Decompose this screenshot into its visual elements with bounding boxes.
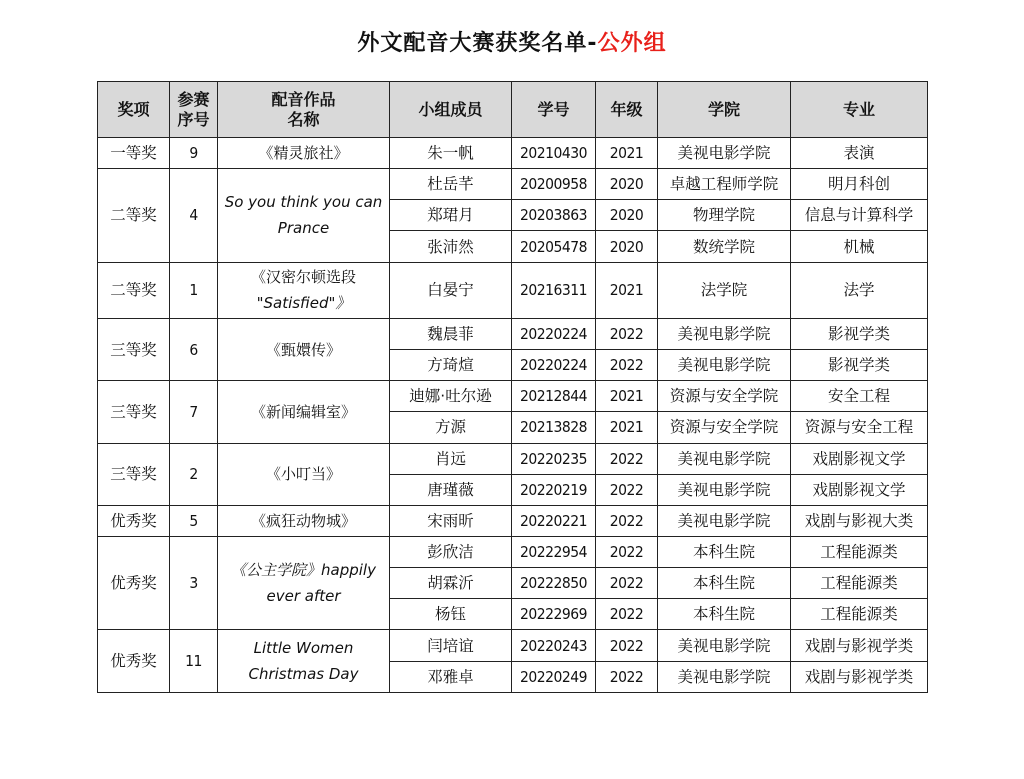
seq-cell: 1 xyxy=(170,262,218,318)
work-cell xyxy=(218,537,390,630)
student-id-cell: 20205478 xyxy=(512,231,596,262)
award-cell: 三等奖 xyxy=(98,318,170,380)
work-title-line: 《新闻编辑室》 xyxy=(250,402,356,421)
college-cell: 美视电影学院 xyxy=(658,661,791,692)
college-cell: 美视电影学院 xyxy=(658,318,791,349)
table-row xyxy=(98,630,928,661)
grade-cell: 2022 xyxy=(596,661,658,692)
member-name-cell: 迪娜·吐尔逊 xyxy=(390,381,512,412)
work-cell xyxy=(218,138,390,169)
seq-cell: 4 xyxy=(170,169,218,262)
table-row xyxy=(98,505,928,536)
major-cell: 安全工程 xyxy=(791,381,928,412)
student-id-cell: 20220219 xyxy=(512,474,596,505)
student-id-cell: 20220221 xyxy=(512,505,596,536)
member-name-cell: 杨钰 xyxy=(390,599,512,630)
member-name-cell: 白晏宁 xyxy=(390,262,512,318)
work-title-line: Christmas Day xyxy=(248,665,359,684)
seq-cell: 6 xyxy=(170,318,218,380)
grade-cell: 2022 xyxy=(596,505,658,536)
table-row xyxy=(98,318,928,349)
major-cell: 表演 xyxy=(791,138,928,169)
page-title xyxy=(0,26,1024,57)
college-cell: 数统学院 xyxy=(658,231,791,262)
grade-cell: 2022 xyxy=(596,443,658,474)
member-name-cell: 方琦煊 xyxy=(390,350,512,381)
member-name-cell: 胡霖沂 xyxy=(390,568,512,599)
major-cell: 工程能源类 xyxy=(791,537,928,568)
work-cell xyxy=(218,381,390,443)
college-cell: 美视电影学院 xyxy=(658,505,791,536)
major-cell: 信息与计算科学 xyxy=(791,200,928,231)
member-name-cell: 张沛然 xyxy=(390,231,512,262)
award-cell: 优秀奖 xyxy=(98,505,170,536)
college-cell: 美视电影学院 xyxy=(658,443,791,474)
student-id-cell: 20222954 xyxy=(512,537,596,568)
table-row xyxy=(98,443,928,474)
member-name-cell: 方源 xyxy=(390,412,512,443)
seq-cell: 2 xyxy=(170,443,218,505)
award-cell: 一等奖 xyxy=(98,138,170,169)
student-id-cell: 20220224 xyxy=(512,350,596,381)
major-cell: 机械 xyxy=(791,231,928,262)
student-id-cell: 20212844 xyxy=(512,381,596,412)
seq-cell: 11 xyxy=(170,630,218,693)
college-cell: 本科生院 xyxy=(658,599,791,630)
title-highlight: 公外组 xyxy=(597,31,667,56)
student-id-cell: 20210430 xyxy=(512,138,596,169)
major-cell: 资源与安全工程 xyxy=(791,412,928,443)
member-name-cell: 朱一帆 xyxy=(390,138,512,169)
header-seq: 参赛 序号 xyxy=(170,82,218,138)
seq-cell: 3 xyxy=(170,537,218,630)
major-cell: 法学 xyxy=(791,262,928,318)
seq-cell: 9 xyxy=(170,138,218,169)
grade-cell: 2022 xyxy=(596,630,658,661)
award-cell: 优秀奖 xyxy=(98,537,170,630)
grade-cell: 2021 xyxy=(596,138,658,169)
student-id-cell: 20220224 xyxy=(512,318,596,349)
member-name-cell: 宋雨昕 xyxy=(390,505,512,536)
table-row xyxy=(98,169,928,200)
member-name-cell: 邓雅卓 xyxy=(390,661,512,692)
work-title-line: Little Women xyxy=(253,639,354,658)
work-cell xyxy=(218,262,390,318)
grade-cell: 2021 xyxy=(596,381,658,412)
member-name-cell: 彭欣洁 xyxy=(390,537,512,568)
member-name-cell: 魏晨菲 xyxy=(390,318,512,349)
award-cell: 三等奖 xyxy=(98,381,170,443)
grade-cell: 2022 xyxy=(596,474,658,505)
awards-table xyxy=(97,81,928,693)
major-cell: 戏剧影视文学 xyxy=(791,474,928,505)
college-cell: 资源与安全学院 xyxy=(658,381,791,412)
table-row xyxy=(98,262,928,318)
header-college: 学院 xyxy=(658,82,791,138)
work-cell xyxy=(218,318,390,380)
student-id-cell: 20222850 xyxy=(512,568,596,599)
header-award: 奖项 xyxy=(98,82,170,138)
student-id-cell: 20213828 xyxy=(512,412,596,443)
member-name-cell: 闫培谊 xyxy=(390,630,512,661)
student-id-cell: 20220249 xyxy=(512,661,596,692)
student-id-cell: 20222969 xyxy=(512,599,596,630)
major-cell: 戏剧与影视大类 xyxy=(791,505,928,536)
grade-cell: 2020 xyxy=(596,169,658,200)
college-cell: 本科生院 xyxy=(658,537,791,568)
grade-cell: 2020 xyxy=(596,231,658,262)
college-cell: 物理学院 xyxy=(658,200,791,231)
grade-cell: 2021 xyxy=(596,412,658,443)
seq-cell: 5 xyxy=(170,505,218,536)
grade-cell: 2022 xyxy=(596,599,658,630)
award-cell: 二等奖 xyxy=(98,262,170,318)
header-student-id: 学号 xyxy=(512,82,596,138)
college-cell: 美视电影学院 xyxy=(658,350,791,381)
header-row xyxy=(98,82,928,138)
grade-cell: 2022 xyxy=(596,350,658,381)
work-title-line: "Satisfied"》 xyxy=(256,294,351,313)
grade-cell: 2022 xyxy=(596,537,658,568)
student-id-cell: 20220235 xyxy=(512,443,596,474)
work-cell xyxy=(218,505,390,536)
work-title-line: Prance xyxy=(277,219,330,238)
major-cell: 工程能源类 xyxy=(791,599,928,630)
major-cell: 工程能源类 xyxy=(791,568,928,599)
grade-cell: 2020 xyxy=(596,200,658,231)
award-cell: 优秀奖 xyxy=(98,630,170,693)
member-name-cell: 郑珺月 xyxy=(390,200,512,231)
table-row xyxy=(98,381,928,412)
college-cell: 法学院 xyxy=(658,262,791,318)
student-id-cell: 20203863 xyxy=(512,200,596,231)
college-cell: 美视电影学院 xyxy=(658,138,791,169)
award-cell: 二等奖 xyxy=(98,169,170,262)
work-title-line: ever after xyxy=(266,587,341,606)
major-cell: 戏剧影视文学 xyxy=(791,443,928,474)
student-id-cell: 20220243 xyxy=(512,630,596,661)
member-name-cell: 唐瑾薇 xyxy=(390,474,512,505)
work-title-line: 《公主学院》happily xyxy=(231,561,376,580)
work-title-line: 《疯狂动物城》 xyxy=(250,511,356,530)
header-major: 专业 xyxy=(791,82,928,138)
table-row xyxy=(98,138,928,169)
college-cell: 本科生院 xyxy=(658,568,791,599)
work-title-line: 《精灵旅社》 xyxy=(258,144,349,163)
major-cell: 影视学类 xyxy=(791,350,928,381)
member-name-cell: 杜岳芊 xyxy=(390,169,512,200)
major-cell: 戏剧与影视学类 xyxy=(791,630,928,661)
table-row xyxy=(98,537,928,568)
title-main: 外文配音大赛获奖名单- xyxy=(357,31,598,56)
work-cell xyxy=(218,169,390,262)
work-title-line: 《汉密尔顿选段 xyxy=(250,268,356,287)
seq-cell: 7 xyxy=(170,381,218,443)
work-title-line: 《甄嬛传》 xyxy=(265,340,341,359)
student-id-cell: 20216311 xyxy=(512,262,596,318)
header-member: 小组成员 xyxy=(390,82,512,138)
college-cell: 美视电影学院 xyxy=(658,630,791,661)
grade-cell: 2022 xyxy=(596,318,658,349)
header-work: 配音作品 名称 xyxy=(218,82,390,138)
work-title-line: 《小叮当》 xyxy=(265,465,341,484)
student-id-cell: 20200958 xyxy=(512,169,596,200)
work-cell xyxy=(218,630,390,693)
major-cell: 戏剧与影视学类 xyxy=(791,661,928,692)
work-cell xyxy=(218,443,390,505)
college-cell: 资源与安全学院 xyxy=(658,412,791,443)
major-cell: 影视学类 xyxy=(791,318,928,349)
member-name-cell: 肖远 xyxy=(390,443,512,474)
grade-cell: 2021 xyxy=(596,262,658,318)
college-cell: 美视电影学院 xyxy=(658,474,791,505)
award-cell: 三等奖 xyxy=(98,443,170,505)
grade-cell: 2022 xyxy=(596,568,658,599)
major-cell: 明月科创 xyxy=(791,169,928,200)
awards-table-body xyxy=(98,138,928,693)
header-grade: 年级 xyxy=(596,82,658,138)
work-title-line: So you think you can xyxy=(224,193,383,212)
college-cell: 卓越工程师学院 xyxy=(658,169,791,200)
